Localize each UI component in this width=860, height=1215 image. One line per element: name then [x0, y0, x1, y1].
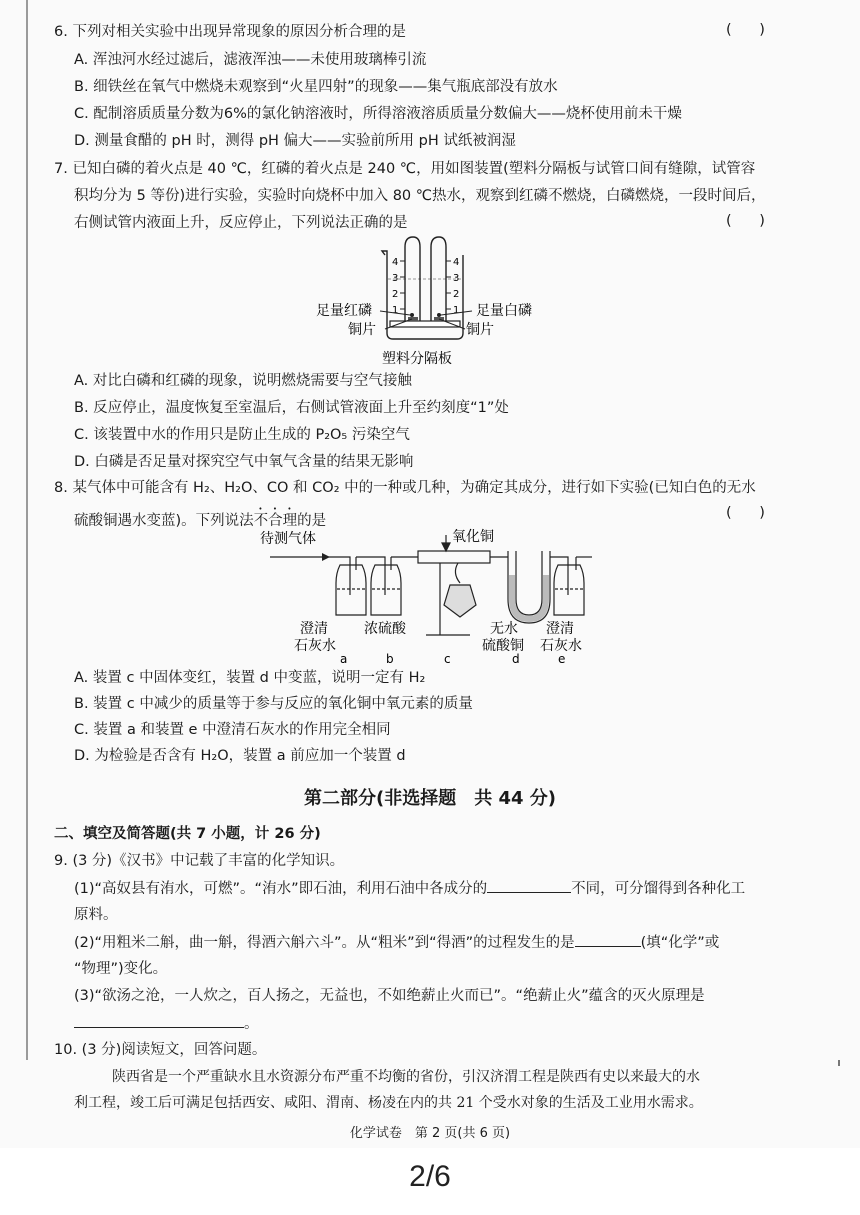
q9-blank-3[interactable]	[74, 1013, 244, 1028]
q7-option-a: A. 对比白磷和红磷的现象，说明燃烧需要与空气接触	[74, 373, 412, 389]
letter-c: c	[444, 652, 451, 665]
q9-part3-end: 。	[244, 1016, 259, 1032]
page-indicator: 2/6	[409, 1160, 451, 1193]
q9-part1-after: 不同，可分馏得到各种化工	[571, 881, 746, 897]
q7-apparatus-figure	[300, 233, 540, 373]
q9-part1-line2: 原料。	[74, 907, 118, 923]
label-test-gas: 待测气体	[260, 531, 316, 547]
q7-option-c: C. 该装置中水的作用只是防止生成的 P₂O₅ 污染空气	[74, 427, 410, 443]
q8-stem-line1: 8. 某气体中可能含有 H₂、H₂O、CO 和 CO₂ 中的一种或几种，为确定其成分，进行如下实验(已知白色的无水	[54, 480, 756, 496]
label-right-copper: 铜片	[466, 322, 494, 338]
q7-stem-line2: 积均分为 5 等份)进行实验，实验时向烧杯中加入 80 ℃热水，观察到红磷不燃烧，白磷燃烧，一段时间后，	[74, 188, 766, 204]
part2-title: 第二部分(非选择题 共 44 分)	[303, 788, 557, 809]
tick-3-left: 3	[392, 273, 399, 284]
page-footer: 化学试卷 第 2 页(共 6 页)	[349, 1126, 511, 1141]
tick-2-right: 2	[453, 289, 460, 300]
q9-part2-before: (2)“用粗米二斛，曲一斛，得酒六斛六斗”。从“粗米”到“得酒”的过程发生的是	[74, 935, 575, 951]
q8-stem-part1: 硫酸铜遇水变蓝)。下列说法	[74, 513, 254, 529]
letter-a: a	[340, 652, 348, 665]
label-left-copper: 铜片	[348, 322, 376, 338]
q7-option-d: D. 白磷是否足量对探究空气中氧气含量的结果无影响	[74, 454, 414, 470]
q7-option-b: B. 反应停止，温度恢复至室温后，右侧试管液面上升至约刻度“1”处	[74, 400, 509, 416]
label-b: 浓硫酸	[364, 621, 406, 637]
q9-part1-line1	[74, 878, 745, 899]
label-a-line2: 石灰水	[294, 638, 336, 654]
q7-answer-paren: ( )	[726, 213, 765, 229]
tick-1-left: 1	[392, 305, 399, 316]
q8-stem-part3: 的是	[297, 513, 327, 529]
q8-option-a: A. 装置 c 中固体变红，装置 d 中变蓝，说明一定有 H₂	[74, 670, 426, 686]
q9-blank-1[interactable]	[487, 878, 571, 893]
q8-apparatus-figure	[250, 525, 600, 665]
tube-c	[418, 535, 508, 635]
q7-stem-line3: 右侧试管内液面上升，反应停止，下列说法正确的是	[74, 215, 408, 231]
q6-answer-paren: ( )	[726, 22, 765, 38]
label-red-phosphorus: 足量红磷	[316, 303, 372, 319]
tick-1-right: 1	[453, 305, 460, 316]
tick-3-right: 3	[453, 273, 460, 284]
left-test-tube	[405, 237, 420, 321]
label-e-line1: 澄清	[546, 621, 574, 637]
tick-2-left: 2	[392, 289, 399, 300]
q6-option-b: B. 细铁丝在氧气中燃烧未观察到“火星四射”的现象——集气瓶底部没有放水	[74, 79, 558, 95]
section-heading: 二、填空及简答题(共 7 小题，计 26 分)	[54, 826, 321, 842]
q9-part3-line2	[74, 1013, 259, 1034]
bottle-a	[330, 557, 385, 615]
q10-reading-line2: 利工程，竣工后可满足包括西安、咸阳、渭南、杨凌在内的共 21 个受水对象的生活及工业用水需求。	[74, 1095, 703, 1111]
q9-blank-2[interactable]	[575, 932, 641, 947]
q6-option-c: C. 配制溶质质量分数为6%的氯化钠溶液时，所得溶液溶质质量分数偏大——烧杯使用前未干燥	[74, 106, 682, 122]
q9-part3-line1: (3)“欲汤之沧，一人炊之，百人扬之，无益也，不如绝薪止火而已”。“绝薪止火”蕴含的灭火原理是	[74, 988, 705, 1004]
label-a-line1: 澄清	[300, 621, 328, 637]
label-e-line2: 石灰水	[540, 638, 582, 654]
q9-part1-before: (1)“高奴县有洧水，可燃”。“洧水”即石油，利用石油中各成分的	[74, 881, 488, 897]
q9-part2-line2: “物理”)变化。	[74, 961, 168, 977]
label-copper-oxide: 氧化铜	[452, 529, 494, 545]
plastic-divider	[390, 321, 460, 327]
q9-stem: 9. (3 分)《汉书》中记载了丰富的化学知识。	[54, 853, 345, 869]
letter-b: b	[386, 652, 394, 665]
label-d-line1: 无水	[490, 621, 518, 637]
q8-answer-paren: ( )	[726, 505, 765, 521]
q9-part2-after: (填“化学”或	[640, 935, 720, 951]
red-phosphorus	[410, 313, 414, 317]
label-d-line2: 硫酸铜	[482, 638, 524, 654]
bottle-b	[371, 557, 418, 615]
q8-option-c: C. 装置 a 和装置 e 中澄清石灰水的作用完全相同	[74, 722, 391, 738]
letter-d: d	[512, 652, 520, 665]
q10-reading-line1: 陕西省是一个严重缺水且水资源分布严重不均衡的省份，引汉济渭工程是陕西有史以来最大的水	[112, 1069, 700, 1085]
q8-emphasis: 不合理	[253, 513, 298, 529]
q6-option-d: D. 测量食醋的 pH 时，测得 pH 偏大——实验前所用 pH 试纸被润湿	[74, 133, 516, 149]
q8-option-b: B. 装置 c 中减少的质量等于参与反应的氧化铜中氧元素的质量	[74, 696, 473, 712]
letter-e: e	[558, 652, 566, 665]
q6-option-a: A. 浑浊河水经过滤后，滤液浑浊——未使用玻璃棒引流	[74, 52, 427, 68]
label-plastic-divider: 塑料分隔板	[382, 351, 452, 367]
q6-stem: 6. 下列对相关实验中出现异常现象的原因分析合理的是	[54, 24, 406, 40]
q7-stem-line1: 7. 已知白磷的着火点是 40 ℃，红磷的着火点是 240 ℃，用如图装置(塑料分隔板与试管口间有缝隙，试管容	[54, 161, 756, 177]
white-phosphorus	[437, 313, 441, 317]
tick-4-right: 4	[453, 257, 460, 268]
q9-part2-line1	[74, 932, 719, 953]
tick-4-left: 4	[392, 257, 399, 268]
label-white-phosphorus: 足量白磷	[476, 303, 532, 319]
bottle-e	[554, 557, 592, 615]
binding-line	[26, 0, 28, 1060]
q10-stem: 10. (3 分)阅读短文，回答问题。	[54, 1042, 267, 1058]
q8-option-d: D. 为检验是否含有 H₂O，装置 a 前应加一个装置 d	[74, 748, 406, 764]
edge-mark	[838, 1060, 840, 1066]
